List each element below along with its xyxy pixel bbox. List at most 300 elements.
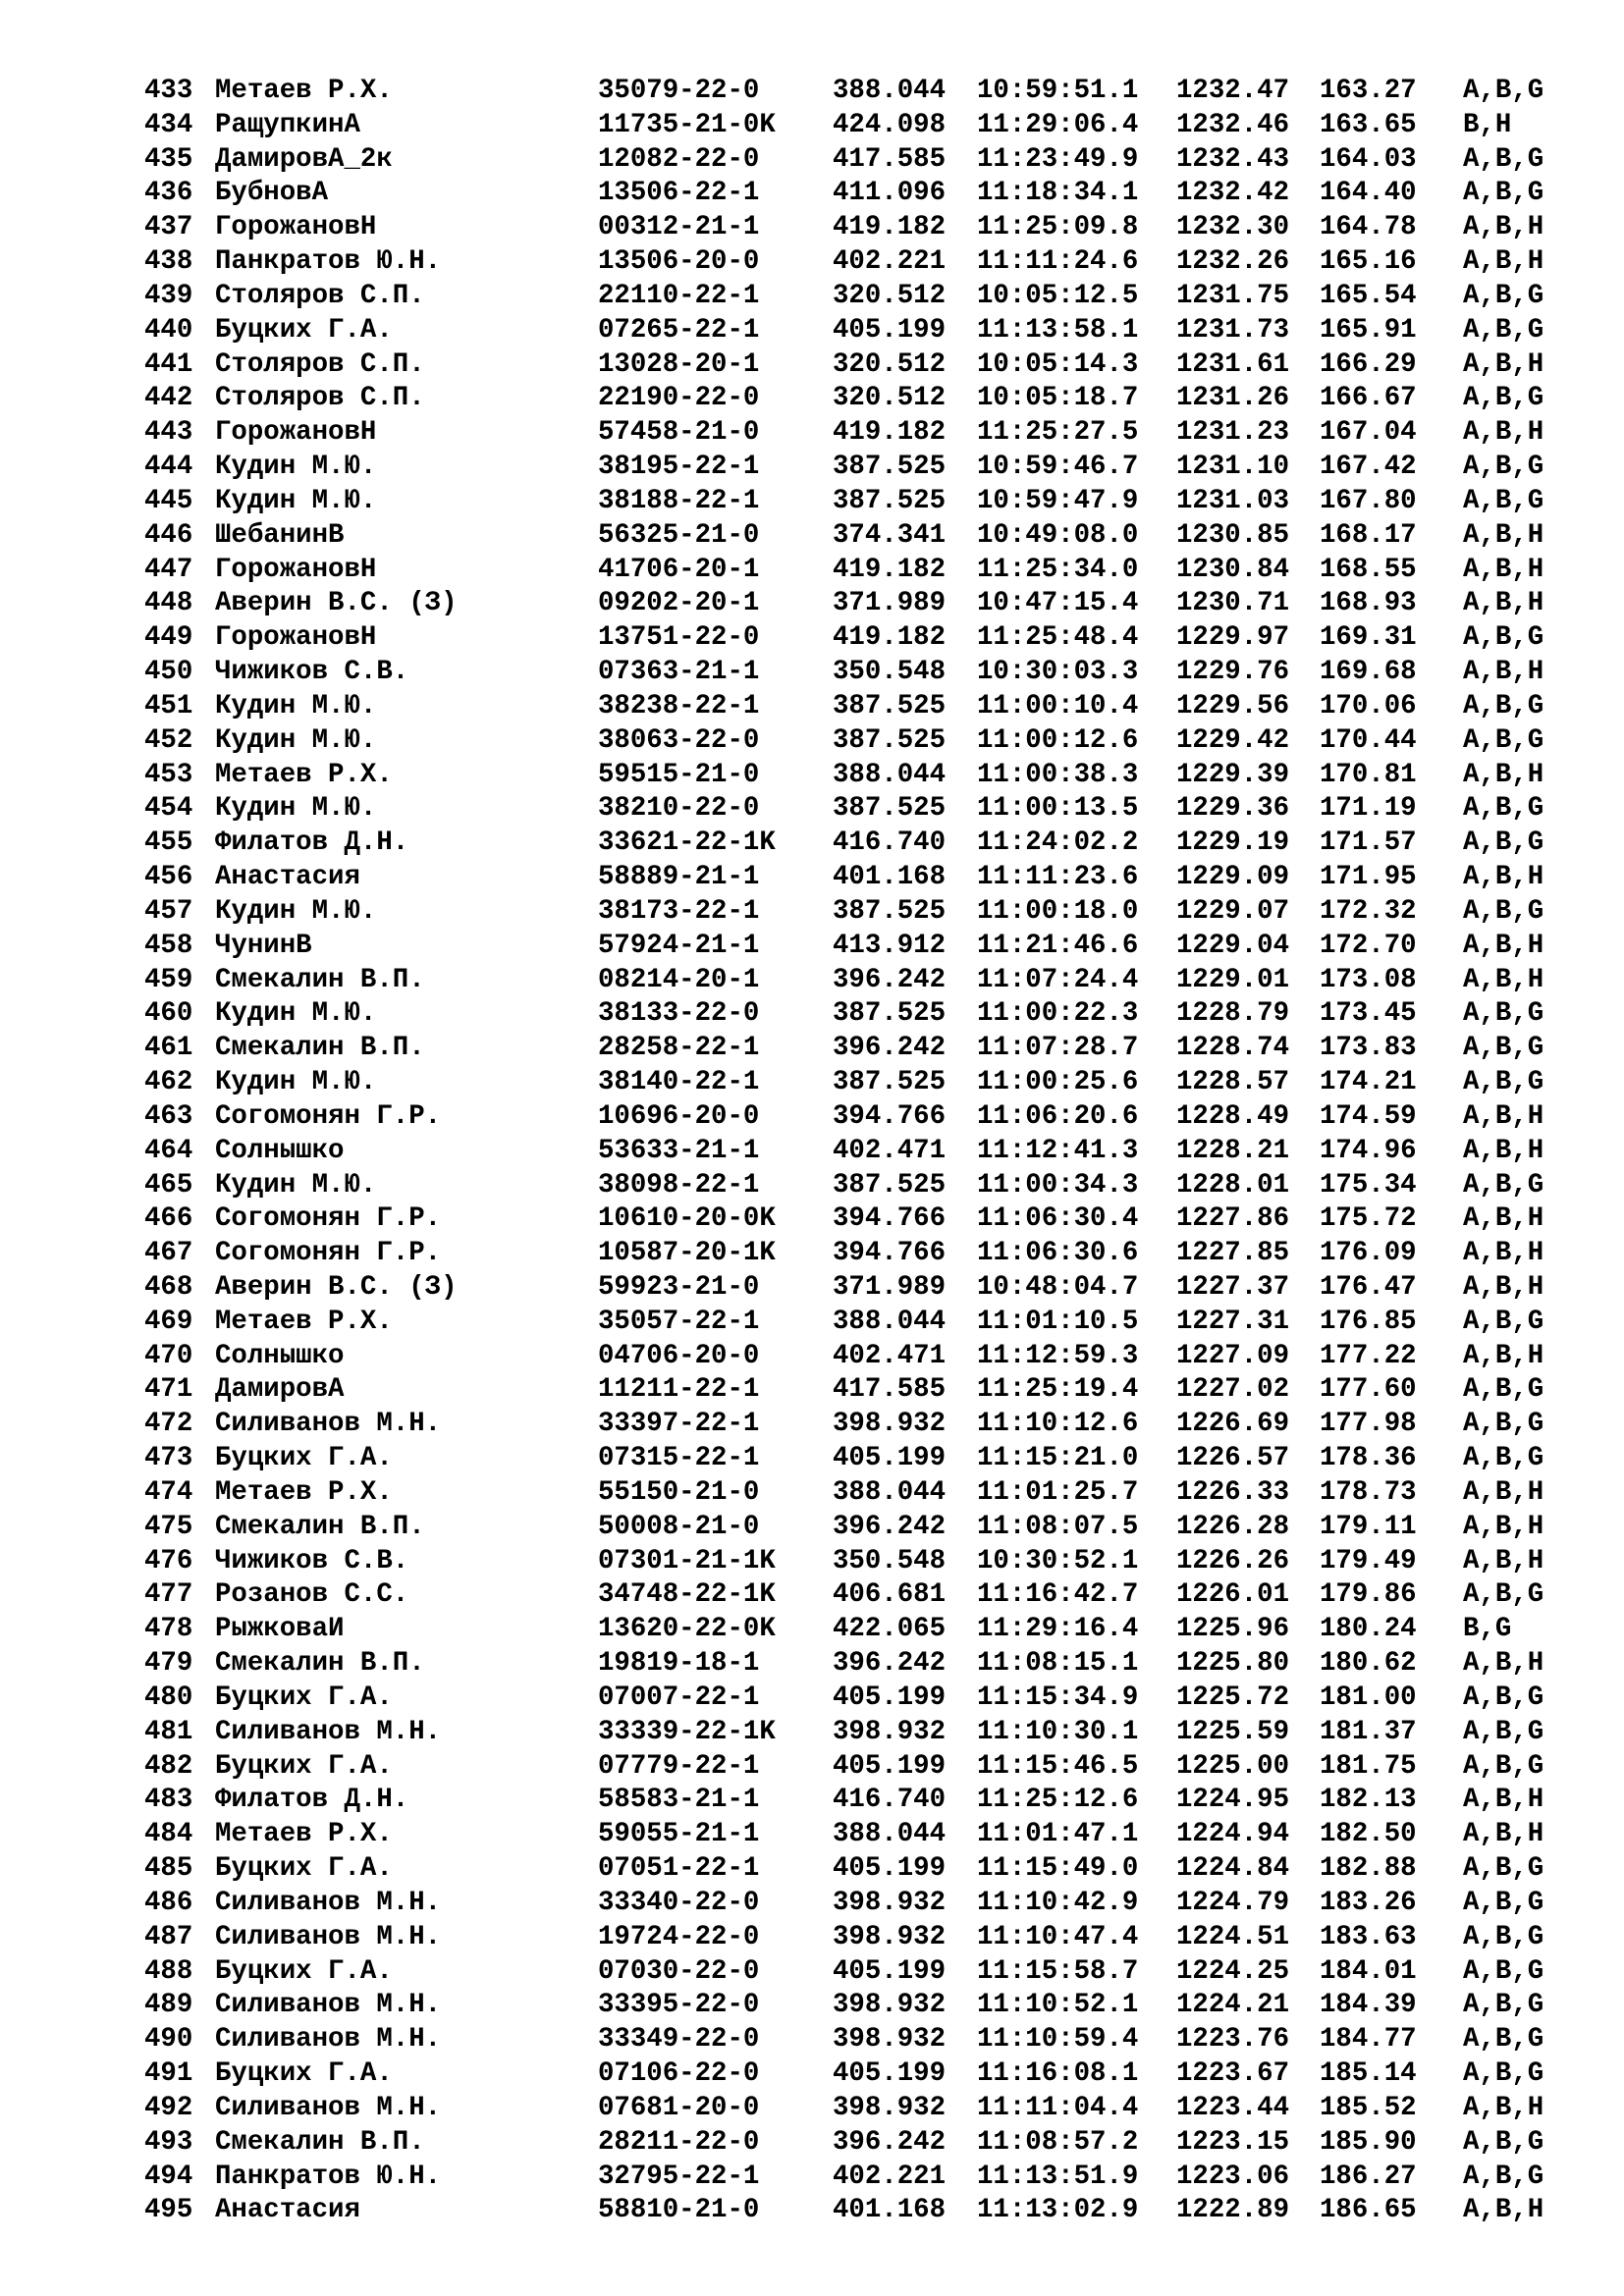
rank-cell: 443 (144, 417, 193, 449)
rank-cell: 478 (144, 1614, 193, 1645)
ring-number-cell: 38188-22-1 (598, 485, 760, 516)
distance-cell: 387.525 (833, 485, 947, 516)
speed-cell: 1231.26 (1176, 383, 1290, 414)
ring-number-cell: 33397-22-1 (598, 1409, 760, 1440)
groups-cell: A,B,G (1463, 2161, 1544, 2192)
distance-cell: 398.932 (833, 1887, 947, 1918)
rank-cell: 495 (144, 2195, 193, 2226)
fancier-name-cell: Метаев Р.Х. (215, 76, 393, 106)
groups-cell: B,G (1463, 1614, 1512, 1645)
rank-cell: 479 (144, 1648, 193, 1680)
fancier-name-cell: ГорожановН (215, 212, 377, 243)
speed-cell: 1229.19 (1176, 828, 1290, 859)
distance-cell: 396.242 (833, 2126, 947, 2158)
ring-number-cell: 53633-21-1 (598, 1135, 760, 1166)
points-cell: 174.96 (1320, 1135, 1417, 1166)
distance-cell: 405.199 (833, 314, 947, 346)
groups-cell: A,B,H (1463, 348, 1544, 380)
rank-cell: 481 (144, 1716, 193, 1747)
arrival-time-cell: 11:25:12.6 (977, 1785, 1139, 1816)
rank-cell: 438 (144, 246, 193, 278)
speed-cell: 1226.28 (1176, 1511, 1290, 1542)
distance-cell: 320.512 (833, 383, 947, 414)
groups-cell: A,B,G (1463, 1169, 1544, 1201)
arrival-time-cell: 11:11:24.6 (977, 246, 1139, 278)
distance-cell: 387.525 (833, 724, 947, 756)
rank-cell: 469 (144, 1306, 193, 1337)
rank-cell: 440 (144, 314, 193, 346)
arrival-time-cell: 10:47:15.4 (977, 588, 1139, 619)
distance-cell: 398.932 (833, 2024, 947, 2056)
points-cell: 168.55 (1320, 554, 1417, 585)
groups-cell: A,B,G (1463, 1682, 1544, 1713)
speed-cell: 1228.79 (1176, 998, 1290, 1030)
rank-cell: 494 (144, 2161, 193, 2192)
points-cell: 167.04 (1320, 417, 1417, 449)
speed-cell: 1226.57 (1176, 1443, 1290, 1474)
ring-number-cell: 38195-22-1 (598, 452, 760, 483)
points-cell: 170.06 (1320, 690, 1417, 721)
rank-cell: 445 (144, 485, 193, 516)
ring-number-cell: 13028-20-1 (598, 348, 760, 380)
distance-cell: 401.168 (833, 862, 947, 893)
arrival-time-cell: 11:25:48.4 (977, 622, 1139, 654)
ring-number-cell: 28211-22-0 (598, 2126, 760, 2158)
ring-number-cell: 07301-21-1K (598, 1545, 776, 1576)
arrival-time-cell: 10:59:47.9 (977, 485, 1139, 516)
groups-cell: A,B,H (1463, 759, 1544, 790)
speed-cell: 1225.72 (1176, 1682, 1290, 1713)
distance-cell: 388.044 (833, 76, 947, 106)
speed-cell: 1228.74 (1176, 1033, 1290, 1064)
speed-cell: 1231.03 (1176, 485, 1290, 516)
speed-cell: 1223.06 (1176, 2161, 1290, 2192)
rank-cell: 470 (144, 1340, 193, 1371)
fancier-name-cell: БубновА (215, 178, 329, 209)
distance-cell: 350.548 (833, 1545, 947, 1576)
distance-cell: 401.168 (833, 2195, 947, 2226)
groups-cell: A,B,G (1463, 2024, 1544, 2056)
rank-cell: 477 (144, 1579, 193, 1611)
speed-cell: 1229.04 (1176, 930, 1290, 961)
rank-cell: 460 (144, 998, 193, 1030)
arrival-time-cell: 10:30:03.3 (977, 657, 1139, 688)
arrival-time-cell: 11:16:08.1 (977, 2058, 1139, 2090)
arrival-time-cell: 11:01:47.1 (977, 1819, 1139, 1850)
distance-cell: 422.065 (833, 1614, 947, 1645)
groups-cell: A,B,H (1463, 1545, 1544, 1576)
arrival-time-cell: 11:10:42.9 (977, 1887, 1139, 1918)
distance-cell: 371.989 (833, 588, 947, 619)
arrival-time-cell: 10:05:18.7 (977, 383, 1139, 414)
speed-cell: 1231.10 (1176, 452, 1290, 483)
rank-cell: 446 (144, 519, 193, 551)
ring-number-cell: 58583-21-1 (598, 1785, 760, 1816)
arrival-time-cell: 10:48:04.7 (977, 1271, 1139, 1303)
arrival-time-cell: 11:10:47.4 (977, 1921, 1139, 1952)
distance-cell: 413.912 (833, 930, 947, 961)
distance-cell: 419.182 (833, 554, 947, 585)
ring-number-cell: 04706-20-0 (598, 1340, 760, 1371)
groups-cell: A,B,G (1463, 1955, 1544, 1987)
fancier-name-cell: Метаев Р.Х. (215, 759, 393, 790)
fancier-name-cell: Буцких Г.А. (215, 1443, 393, 1474)
ring-number-cell: 10587-20-1K (598, 1238, 776, 1269)
points-cell: 179.11 (1320, 1511, 1417, 1542)
ring-number-cell: 22190-22-0 (598, 383, 760, 414)
groups-cell: A,B,G (1463, 1921, 1544, 1952)
fancier-name-cell: Кудин М.Ю. (215, 998, 377, 1030)
points-cell: 171.95 (1320, 862, 1417, 893)
fancier-name-cell: Буцких Г.А. (215, 1750, 393, 1782)
ring-number-cell: 08214-20-1 (598, 964, 760, 995)
speed-cell: 1227.86 (1176, 1203, 1290, 1235)
arrival-time-cell: 11:00:10.4 (977, 690, 1139, 721)
speed-cell: 1228.21 (1176, 1135, 1290, 1166)
rank-cell: 472 (144, 1409, 193, 1440)
ring-number-cell: 38098-22-1 (598, 1169, 760, 1201)
points-cell: 168.17 (1320, 519, 1417, 551)
fancier-name-cell: Буцких Г.А. (215, 1955, 393, 1987)
ring-number-cell: 07363-21-1 (598, 657, 760, 688)
groups-cell: A,B,G (1463, 828, 1544, 859)
arrival-time-cell: 11:12:59.3 (977, 1340, 1139, 1371)
fancier-name-cell: Смекалин В.П. (215, 964, 425, 995)
ring-number-cell: 22110-22-1 (598, 280, 760, 311)
distance-cell: 396.242 (833, 1648, 947, 1680)
rank-cell: 439 (144, 280, 193, 311)
fancier-name-cell: ГорожановН (215, 622, 377, 654)
distance-cell: 371.989 (833, 1271, 947, 1303)
ring-number-cell: 59923-21-0 (598, 1271, 760, 1303)
arrival-time-cell: 11:10:12.6 (977, 1409, 1139, 1440)
points-cell: 167.42 (1320, 452, 1417, 483)
ring-number-cell: 07681-20-0 (598, 2092, 760, 2123)
speed-cell: 1229.07 (1176, 895, 1290, 927)
ring-number-cell: 00312-21-1 (598, 212, 760, 243)
speed-cell: 1228.57 (1176, 1067, 1290, 1098)
groups-cell: A,B,H (1463, 1785, 1544, 1816)
points-cell: 176.47 (1320, 1271, 1417, 1303)
groups-cell: A,B,H (1463, 1340, 1544, 1371)
speed-cell: 1223.76 (1176, 2024, 1290, 2056)
ring-number-cell: 33621-22-1K (598, 828, 776, 859)
distance-cell: 387.525 (833, 998, 947, 1030)
groups-cell: A,B,G (1463, 895, 1544, 927)
groups-cell: A,B,H (1463, 246, 1544, 278)
speed-cell: 1229.76 (1176, 657, 1290, 688)
groups-cell: A,B,H (1463, 1135, 1544, 1166)
arrival-time-cell: 10:49:08.0 (977, 519, 1139, 551)
speed-cell: 1229.56 (1176, 690, 1290, 721)
arrival-time-cell: 11:01:25.7 (977, 1476, 1139, 1508)
distance-cell: 402.471 (833, 1135, 947, 1166)
groups-cell: A,B,G (1463, 280, 1544, 311)
arrival-time-cell: 11:25:09.8 (977, 212, 1139, 243)
arrival-time-cell: 11:00:38.3 (977, 759, 1139, 790)
rank-cell: 463 (144, 1100, 193, 1132)
groups-cell: A,B,G (1463, 143, 1544, 175)
arrival-time-cell: 10:59:46.7 (977, 452, 1139, 483)
fancier-name-cell: Аверин В.С. (З) (215, 1271, 458, 1303)
groups-cell: A,B,G (1463, 1409, 1544, 1440)
rank-cell: 453 (144, 759, 193, 790)
groups-cell: A,B,H (1463, 519, 1544, 551)
points-cell: 176.85 (1320, 1306, 1417, 1337)
speed-cell: 1230.71 (1176, 588, 1290, 619)
ring-number-cell: 57458-21-0 (598, 417, 760, 449)
speed-cell: 1232.30 (1176, 212, 1290, 243)
fancier-name-cell: Буцких Г.А. (215, 2058, 393, 2090)
fancier-name-cell: Кудин М.Ю. (215, 1067, 377, 1098)
groups-cell: A,B,H (1463, 1511, 1544, 1542)
rank-cell: 473 (144, 1443, 193, 1474)
ring-number-cell: 35057-22-1 (598, 1306, 760, 1337)
fancier-name-cell: Силиванов М.Н. (215, 1409, 442, 1440)
points-cell: 179.86 (1320, 1579, 1417, 1611)
points-cell: 167.80 (1320, 485, 1417, 516)
ring-number-cell: 10696-20-0 (598, 1100, 760, 1132)
points-cell: 183.26 (1320, 1887, 1417, 1918)
ring-number-cell: 32795-22-1 (598, 2161, 760, 2192)
points-cell: 184.01 (1320, 1955, 1417, 1987)
groups-cell: A,B,H (1463, 417, 1544, 449)
groups-cell: A,B,G (1463, 1067, 1544, 1098)
speed-cell: 1224.95 (1176, 1785, 1290, 1816)
arrival-time-cell: 11:15:46.5 (977, 1750, 1139, 1782)
arrival-time-cell: 11:16:42.7 (977, 1579, 1139, 1611)
arrival-time-cell: 11:00:18.0 (977, 895, 1139, 927)
speed-cell: 1226.69 (1176, 1409, 1290, 1440)
arrival-time-cell: 11:00:25.6 (977, 1067, 1139, 1098)
fancier-name-cell: Силиванов М.Н. (215, 1887, 442, 1918)
fancier-name-cell: Кудин М.Ю. (215, 1169, 377, 1201)
speed-cell: 1225.00 (1176, 1750, 1290, 1782)
distance-cell: 405.199 (833, 1682, 947, 1713)
ring-number-cell: 33349-22-0 (598, 2024, 760, 2056)
arrival-time-cell: 11:12:41.3 (977, 1135, 1139, 1166)
distance-cell: 402.471 (833, 1340, 947, 1371)
points-cell: 175.34 (1320, 1169, 1417, 1201)
points-cell: 185.52 (1320, 2092, 1417, 2123)
groups-cell: A,B,G (1463, 2126, 1544, 2158)
ring-number-cell: 38173-22-1 (598, 895, 760, 927)
arrival-time-cell: 11:00:12.6 (977, 724, 1139, 756)
speed-cell: 1222.89 (1176, 2195, 1290, 2226)
points-cell: 176.09 (1320, 1238, 1417, 1269)
ring-number-cell: 33395-22-0 (598, 1990, 760, 2021)
fancier-name-cell: Согомонян Г.Р. (215, 1100, 442, 1132)
arrival-time-cell: 11:08:07.5 (977, 1511, 1139, 1542)
ring-number-cell: 09202-20-1 (598, 588, 760, 619)
groups-cell: A,B,H (1463, 1100, 1544, 1132)
groups-cell: A,B,G (1463, 1750, 1544, 1782)
points-cell: 177.98 (1320, 1409, 1417, 1440)
distance-cell: 396.242 (833, 964, 947, 995)
points-cell: 165.91 (1320, 314, 1417, 346)
rank-cell: 491 (144, 2058, 193, 2090)
points-cell: 164.78 (1320, 212, 1417, 243)
rank-cell: 486 (144, 1887, 193, 1918)
points-cell: 182.50 (1320, 1819, 1417, 1850)
arrival-time-cell: 11:15:49.0 (977, 1853, 1139, 1885)
groups-cell: A,B,H (1463, 588, 1544, 619)
points-cell: 172.70 (1320, 930, 1417, 961)
fancier-name-cell: Столяров С.П. (215, 383, 425, 414)
ring-number-cell: 58889-21-1 (598, 862, 760, 893)
ring-number-cell: 38210-22-0 (598, 793, 760, 825)
speed-cell: 1224.25 (1176, 1955, 1290, 1987)
fancier-name-cell: Согомонян Г.Р. (215, 1238, 442, 1269)
distance-cell: 388.044 (833, 1476, 947, 1508)
fancier-name-cell: Силиванов М.Н. (215, 1716, 442, 1747)
distance-cell: 394.766 (833, 1100, 947, 1132)
groups-cell: A,B,G (1463, 998, 1544, 1030)
fancier-name-cell: Солнышко (215, 1340, 345, 1371)
distance-cell: 387.525 (833, 690, 947, 721)
points-cell: 186.27 (1320, 2161, 1417, 2192)
arrival-time-cell: 11:13:51.9 (977, 2161, 1139, 2192)
distance-cell: 398.932 (833, 1921, 947, 1952)
rank-cell: 462 (144, 1067, 193, 1098)
rank-cell: 484 (144, 1819, 193, 1850)
speed-cell: 1231.75 (1176, 280, 1290, 311)
speed-cell: 1225.80 (1176, 1648, 1290, 1680)
arrival-time-cell: 11:15:58.7 (977, 1955, 1139, 1987)
ring-number-cell: 33340-22-0 (598, 1887, 760, 1918)
ring-number-cell: 07106-22-0 (598, 2058, 760, 2090)
arrival-time-cell: 10:30:52.1 (977, 1545, 1139, 1576)
groups-cell: A,B,H (1463, 930, 1544, 961)
fancier-name-cell: Панкратов Ю.Н. (215, 2161, 442, 2192)
arrival-time-cell: 10:05:12.5 (977, 280, 1139, 311)
groups-cell: A,B,G (1463, 1853, 1544, 1885)
rank-cell: 455 (144, 828, 193, 859)
distance-cell: 402.221 (833, 246, 947, 278)
rank-cell: 436 (144, 178, 193, 209)
distance-cell: 387.525 (833, 1067, 947, 1098)
groups-cell: A,B,G (1463, 1374, 1544, 1406)
ring-number-cell: 41706-20-1 (598, 554, 760, 585)
ring-number-cell: 50008-21-0 (598, 1511, 760, 1542)
points-cell: 181.37 (1320, 1716, 1417, 1747)
distance-cell: 402.221 (833, 2161, 947, 2192)
rank-cell: 476 (144, 1545, 193, 1576)
fancier-name-cell: Столяров С.П. (215, 348, 425, 380)
arrival-time-cell: 11:08:15.1 (977, 1648, 1139, 1680)
fancier-name-cell: Кудин М.Ю. (215, 793, 377, 825)
distance-cell: 405.199 (833, 2058, 947, 2090)
rank-cell: 433 (144, 76, 193, 106)
ring-number-cell: 58810-21-0 (598, 2195, 760, 2226)
rank-cell: 444 (144, 452, 193, 483)
points-cell: 171.57 (1320, 828, 1417, 859)
distance-cell: 387.525 (833, 452, 947, 483)
arrival-time-cell: 11:11:23.6 (977, 862, 1139, 893)
distance-cell: 405.199 (833, 1955, 947, 1987)
groups-cell: A,B,H (1463, 1238, 1544, 1269)
fancier-name-cell: Силиванов М.Н. (215, 2092, 442, 2123)
groups-cell: A,B,H (1463, 964, 1544, 995)
groups-cell: A,B,G (1463, 690, 1544, 721)
points-cell: 174.59 (1320, 1100, 1417, 1132)
ring-number-cell: 59515-21-0 (598, 759, 760, 790)
distance-cell: 388.044 (833, 1819, 947, 1850)
distance-cell: 405.199 (833, 1443, 947, 1474)
ring-number-cell: 56325-21-0 (598, 519, 760, 551)
points-cell: 170.44 (1320, 724, 1417, 756)
fancier-name-cell: Кудин М.Ю. (215, 485, 377, 516)
arrival-time-cell: 11:10:52.1 (977, 1990, 1139, 2021)
speed-cell: 1229.97 (1176, 622, 1290, 654)
arrival-time-cell: 11:25:27.5 (977, 417, 1139, 449)
distance-cell: 419.182 (833, 622, 947, 654)
rank-cell: 485 (144, 1853, 193, 1885)
rank-cell: 493 (144, 2126, 193, 2158)
groups-cell: A,B,G (1463, 622, 1544, 654)
fancier-name-cell: Анастасия (215, 2195, 360, 2226)
ring-number-cell: 11735-21-0K (598, 109, 776, 140)
fancier-name-cell: ГорожановН (215, 554, 377, 585)
rank-cell: 459 (144, 964, 193, 995)
rank-cell: 448 (144, 588, 193, 619)
speed-cell: 1223.67 (1176, 2058, 1290, 2090)
rank-cell: 458 (144, 930, 193, 961)
points-cell: 165.16 (1320, 246, 1417, 278)
speed-cell: 1226.26 (1176, 1545, 1290, 1576)
speed-cell: 1226.33 (1176, 1476, 1290, 1508)
points-cell: 181.00 (1320, 1682, 1417, 1713)
distance-cell: 419.182 (833, 212, 947, 243)
points-cell: 178.73 (1320, 1476, 1417, 1508)
ring-number-cell: 07315-22-1 (598, 1443, 760, 1474)
fancier-name-cell: Силиванов М.Н. (215, 1990, 442, 2021)
distance-cell: 398.932 (833, 1990, 947, 2021)
speed-cell: 1231.73 (1176, 314, 1290, 346)
rank-cell: 457 (144, 895, 193, 927)
speed-cell: 1227.31 (1176, 1306, 1290, 1337)
rank-cell: 483 (144, 1785, 193, 1816)
arrival-time-cell: 11:15:34.9 (977, 1682, 1139, 1713)
ring-number-cell: 38063-22-0 (598, 724, 760, 756)
points-cell: 177.22 (1320, 1340, 1417, 1371)
speed-cell: 1224.51 (1176, 1921, 1290, 1952)
points-cell: 173.08 (1320, 964, 1417, 995)
points-cell: 177.60 (1320, 1374, 1417, 1406)
distance-cell: 396.242 (833, 1033, 947, 1064)
groups-cell: A,B,G (1463, 383, 1544, 414)
groups-cell: B,H (1463, 109, 1512, 140)
distance-cell: 405.199 (833, 1750, 947, 1782)
groups-cell: A,B,G (1463, 1443, 1544, 1474)
groups-cell: A,B,H (1463, 1271, 1544, 1303)
fancier-name-cell: Филатов Д.Н. (215, 1785, 409, 1816)
arrival-time-cell: 11:13:02.9 (977, 2195, 1139, 2226)
fancier-name-cell: ДамировА (215, 1374, 345, 1406)
rank-cell: 467 (144, 1238, 193, 1269)
points-cell: 169.31 (1320, 622, 1417, 654)
points-cell: 164.40 (1320, 178, 1417, 209)
fancier-name-cell: РыжковаИ (215, 1614, 345, 1645)
rank-cell: 441 (144, 348, 193, 380)
speed-cell: 1232.47 (1176, 76, 1290, 106)
speed-cell: 1229.36 (1176, 793, 1290, 825)
arrival-time-cell: 11:00:22.3 (977, 998, 1139, 1030)
rank-cell: 482 (144, 1750, 193, 1782)
arrival-time-cell: 11:00:34.3 (977, 1169, 1139, 1201)
points-cell: 173.45 (1320, 998, 1417, 1030)
fancier-name-cell: Метаев Р.Х. (215, 1306, 393, 1337)
